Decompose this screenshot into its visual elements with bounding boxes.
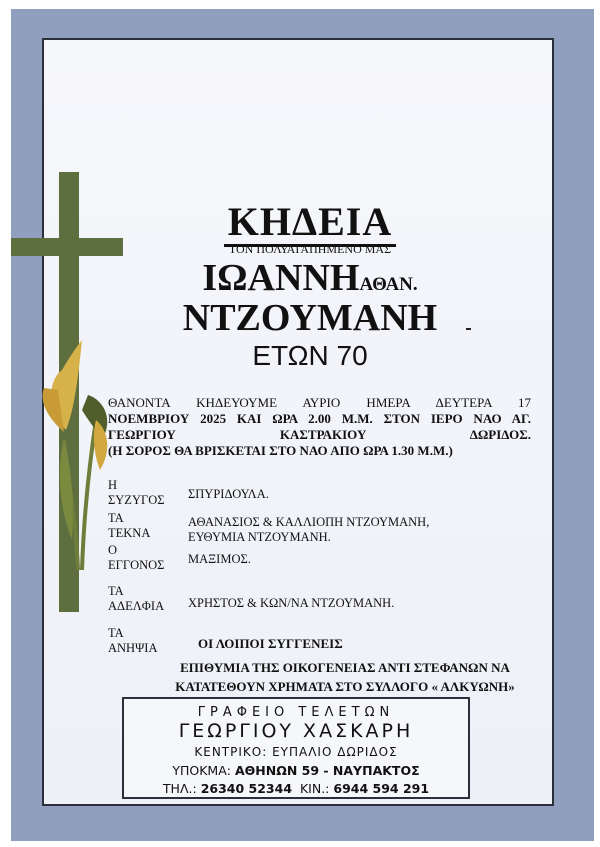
cross-horizontal xyxy=(11,238,123,256)
announcement xyxy=(108,395,531,459)
subheading: ΤΟΝ ΠΟΛΥΑΓΑΠΗΜΕΝΟ ΜΑΣ xyxy=(228,242,392,256)
first-name: ΙΩΑΝΝΗ xyxy=(202,257,360,299)
children-names-1: ΑΘΑΝΑΣΙΟΣ & ΚΑΛΛΙΟΠΗ ΝΤΖΟΥΜΑΝΗ, xyxy=(188,515,430,529)
branch-address: ΑΘΗΝΩΝ 59 - ΝΑΥΠΑΚΤΟΣ xyxy=(234,763,420,778)
siblings-label-1: ΤΑ xyxy=(108,584,124,598)
relatives: ΟΙ ΛΟΙΠΟΙ ΣΥΓΓΕΝΕΙΣ xyxy=(198,636,343,651)
nephews-label-2: ΑΝΗΨΙΑ xyxy=(108,641,158,655)
siblings-label-2: ΑΔΕΛΦΙΑ xyxy=(108,599,165,613)
children-label-2: ΤΕΚΝΑ xyxy=(108,526,151,540)
office-name: ΓΕΩΡΓΙΟΥ ΧΑΣΚΑΡΗ xyxy=(178,720,414,742)
office-phones xyxy=(124,781,468,796)
funeral-office-box xyxy=(122,697,470,799)
announcement-line: ΘΑΝΟΝΤΑ ΚΗΔΕΥΟΥΜΕ ΑΥΡΙΟ ΗΜΕΡΑ ΔΕΥΤΕΡΑ 17 xyxy=(108,395,531,410)
nephews-label-1: ΤΑ xyxy=(108,626,124,640)
siblings-names: ΧΡΗΣΤΟΣ & ΚΩΝ/ΝΑ ΝΤΖΟΥΜΑΝΗ. xyxy=(188,596,395,610)
office-line-1: ΓΡΑΦΕΙΟ ΤΕΛΕΤΩΝ xyxy=(197,705,395,720)
branch-label: ΥΠΟΚΜΑ: xyxy=(172,763,231,778)
age: ΕΤΩΝ 70 xyxy=(252,340,368,371)
surname: ΝΤΖΟΥΜΑΝΗ xyxy=(182,297,438,339)
grandson-label-2: ΕΓΓΟΝΟΣ xyxy=(108,558,165,572)
spouse-name: ΣΠΥΡΙΔΟΥΛΑ. xyxy=(188,487,269,501)
ink-mark xyxy=(466,328,471,330)
announcement-line: (Η ΣΟΡΟΣ ΘΑ ΒΡΙΣΚΕΤΑΙ ΣΤΟ ΝΑΟ ΑΠΟ ΩΡΑ 1.30 Μ.Μ.) xyxy=(108,443,453,458)
phone-label: ΤΗΛ.: xyxy=(162,781,197,796)
heading-text: ΚΗΔΕΙΑ xyxy=(224,199,396,247)
announcement-line: ΝΟΕΜΒΡΙΟΥ 2025 ΚΑΙ ΩΡΑ 2.00 Μ.Μ. ΣΤΟΝ ΙΕΡΟ ΝΑΟ ΑΓ. xyxy=(108,411,531,426)
office-headquarters: ΚΕΝΤΡΙΚΟ: ΕΥΠΑΛΙΟ ΔΩΡΙΔΟΣ xyxy=(194,745,398,759)
phone-number: 26340 52344 xyxy=(200,781,293,796)
mobile-number: 6944 594 291 xyxy=(333,781,430,796)
children-label-1: ΤΑ xyxy=(108,511,124,525)
mobile-label: ΚΙΝ.: xyxy=(299,781,330,796)
spouse-label-2: ΣΥΖΥΓΟΣ xyxy=(108,493,165,507)
wish-line-2: ΚΑΤΑΤΕΘΟΥΝ ΧΡΗΜΑΤΑ ΣΤΟ ΣΥΛΛΟΓΟ « ΑΛΚΥΩΝΗ» xyxy=(175,679,515,694)
grandson-label-1: Ο xyxy=(108,543,118,557)
announcement-line: ΓΕΩΡΓΙΟΥ ΚΑΣΤΡΑΚΙΟΥ ΔΩΡΙΔΟΣ. xyxy=(108,427,531,442)
first-name-line xyxy=(150,256,470,300)
spouse-label-1: Η xyxy=(108,478,118,492)
grandson-name: ΜΑΞΙΜΟΣ. xyxy=(188,552,251,566)
heading xyxy=(170,198,450,245)
children-names-2: ΕΥΘΥΜΙΑ ΝΤΖΟΥΜΑΝΗ. xyxy=(188,530,331,544)
father-abbrev: ΑΘΑΝ. xyxy=(359,274,418,295)
wish-line-1: ΕΠΙΘΥΜΙΑ ΤΗΣ ΟΙΚΟΓΕΝΕΙΑΣ ΑΝΤΙ ΣΤΕΦΑΝΩΝ ΝΑ xyxy=(180,660,510,675)
office-branch xyxy=(124,763,468,778)
lily-flower-icon xyxy=(38,340,114,570)
